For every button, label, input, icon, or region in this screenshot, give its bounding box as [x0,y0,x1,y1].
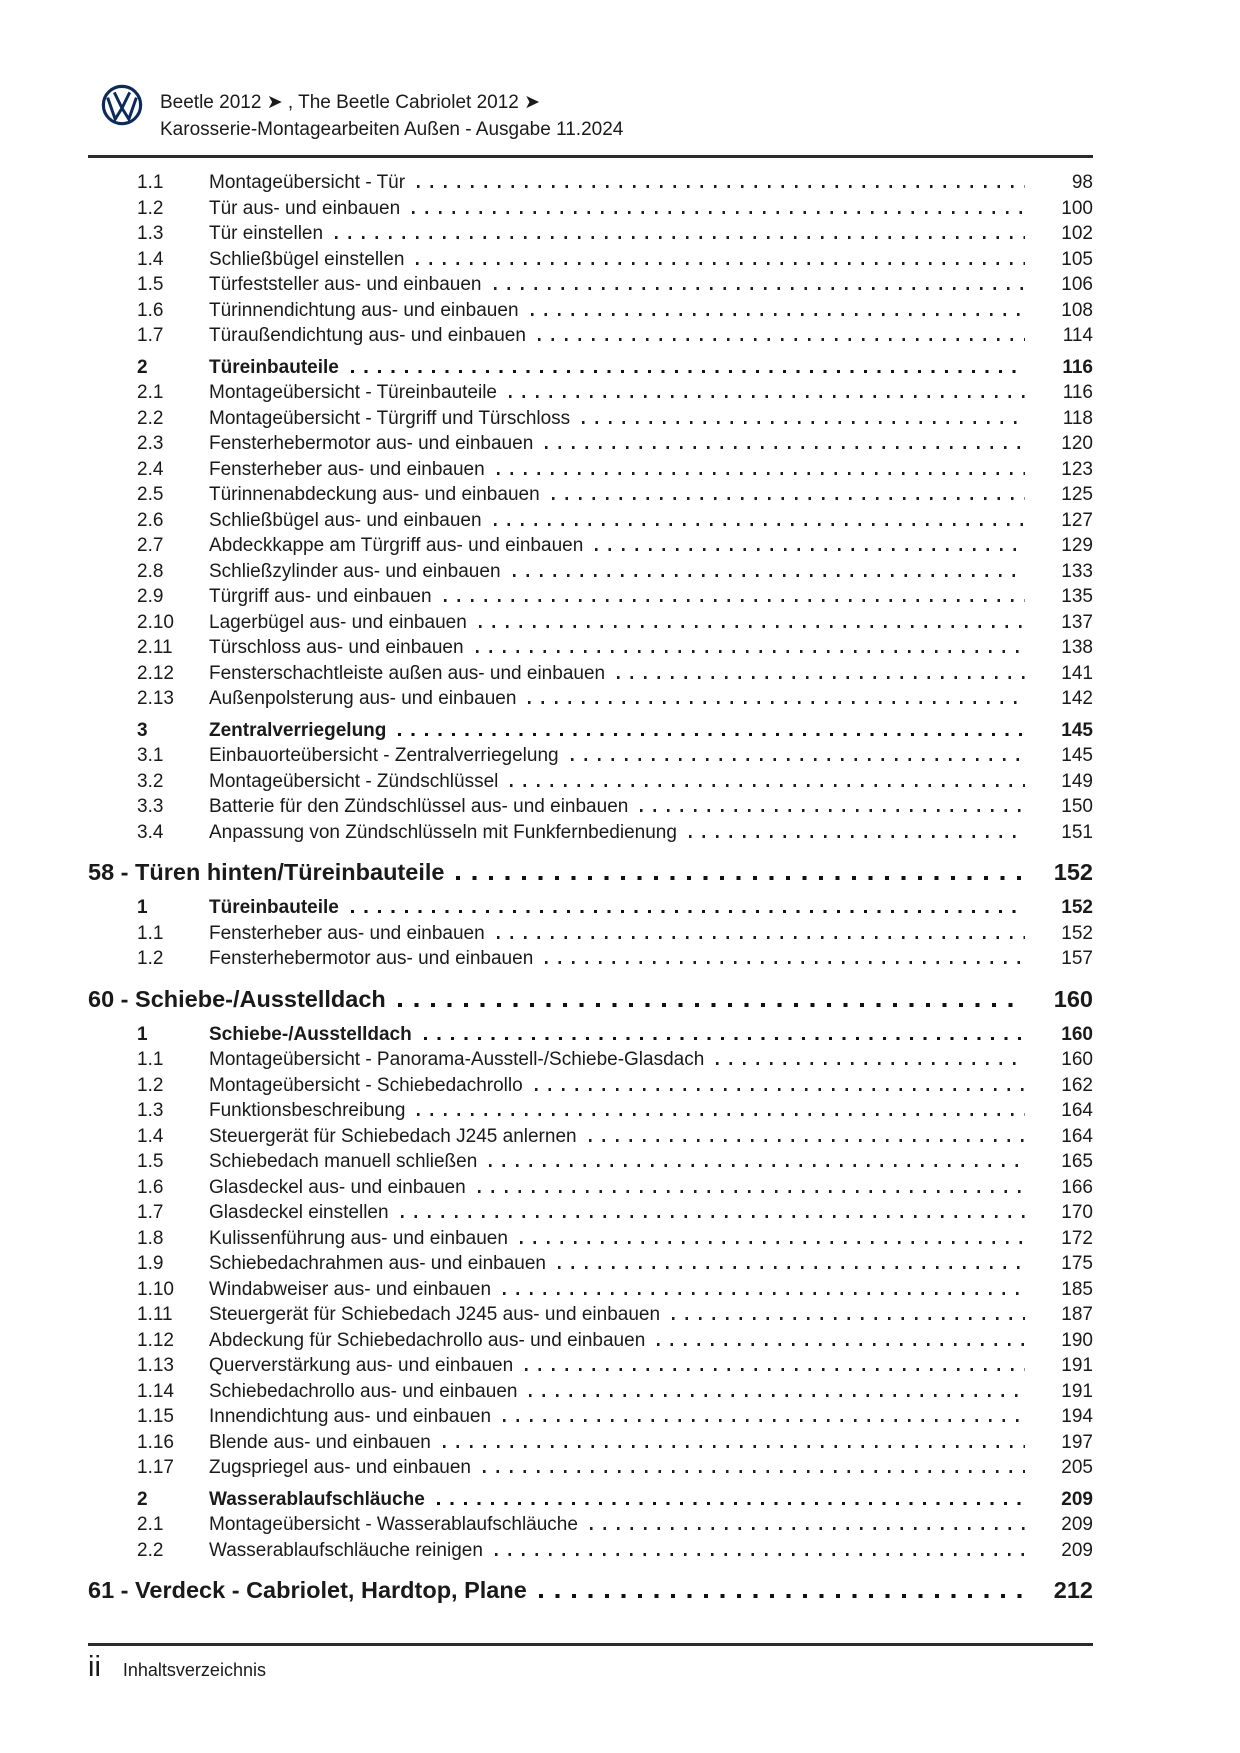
toc-entry-title: Schiebedachrahmen aus- und einbauen [209,1253,546,1274]
toc-entry-title: Türschloss aus- und einbauen [209,637,464,658]
dot-leader [571,758,1025,761]
dot-leader [483,1470,1025,1473]
dot-leader [552,497,1025,500]
toc-entry [88,1577,1093,1609]
dot-leader [424,1037,1025,1040]
toc-entry [88,720,1093,746]
toc-entry-title: Batterie für den Zündschlüssel aus- und einbauen [209,796,629,817]
toc-entry-page: 138 [1061,637,1093,658]
dot-leader [589,1139,1025,1142]
toc-entry [88,357,1093,383]
toc-entry-title: Wasserablaufschläuche reinigen [209,1539,483,1561]
dot-leader [529,1394,1025,1397]
toc-entry-title: Montageübersicht - Wasserablaufschläuche [209,1514,578,1535]
toc-entry [88,1457,1093,1483]
dot-leader [590,1527,1025,1530]
toc-entry [88,1100,1093,1126]
toc-entry-title: Kulissenführung aus- und einbauen [209,1227,508,1249]
toc-entry-number: 2.10 [137,611,174,633]
toc-entry [88,745,1093,771]
toc-entry-number: 1.7 [137,1202,164,1223]
toc-entry-number: 3.4 [137,821,164,843]
toc-entry-number: 1.2 [137,1074,164,1096]
toc-entry-title: Wasserablaufschläuche [209,1488,425,1510]
toc-entry-title: Zentralverriegelung [209,719,387,741]
toc-entry-page: 164 [1061,1125,1093,1147]
toc-entry-title: Schließzylinder aus- und einbauen [209,560,501,582]
toc-entry-number: 1.1 [137,922,164,944]
toc-entry-number: 1.16 [137,1431,174,1453]
toc-entry-page: 187 [1061,1304,1093,1325]
toc-entry-title: Querverstärkung aus- und einbauen [209,1355,514,1376]
dot-leader [595,548,1025,551]
dot-leader [443,1445,1025,1448]
toc-entry [88,1024,1093,1050]
toc-entry-number: 2.4 [137,458,164,480]
toc-entry-title: Steuergerät für Schiebedach J245 anlernen [209,1125,577,1147]
toc-entry-page: 164 [1061,1100,1093,1121]
toc-entry-page: 160 [1053,985,1093,1012]
toc-entry-number: 2.8 [137,560,164,582]
dot-leader [494,523,1025,526]
toc-entry-number: 1.3 [137,223,164,244]
toc-entry-page: 125 [1061,484,1093,505]
table-of-contents [88,172,1093,1615]
vw-logo-icon [101,84,143,126]
toc-entry [88,274,1093,300]
toc-entry-title: Tür aus- und einbauen [209,197,401,219]
toc-entry [88,1228,1093,1254]
dot-leader [398,733,1025,736]
toc-entry-title: Außenpolsterung aus- und einbauen [209,688,517,709]
toc-entry [88,612,1093,638]
dot-leader [494,287,1026,290]
toc-entry-number: 1.7 [137,325,164,346]
toc-entry [88,637,1093,663]
toc-entry [88,986,1093,1018]
toc-entry [88,459,1093,485]
toc-entry [88,1151,1093,1177]
header-edition-line: Karosserie-Montagearbeiten Außen - Ausgabe 11.2024 [160,119,624,140]
toc-entry [88,796,1093,822]
toc-entry [88,1540,1093,1566]
toc-entry-number: 1.6 [137,299,164,321]
toc-entry-page: 162 [1061,1074,1093,1096]
toc-entry-number: 1.11 [137,1304,173,1325]
toc-entry-number: 1.13 [137,1355,174,1376]
toc-entry-page: 150 [1061,796,1093,817]
dot-leader [437,1502,1025,1505]
toc-entry-title: Montageübersicht - Panorama-Ausstell-/Schiebe-Glasdach [209,1049,705,1070]
toc-entry-number: 1.4 [137,1125,164,1147]
toc-entry-number: 1.9 [137,1253,164,1274]
toc-entry-page: 120 [1061,433,1093,454]
dot-leader [417,1113,1025,1116]
folio-page-number: ii [88,1651,101,1683]
toc-entry-title: Türgriff aus- und einbauen [209,586,432,607]
toc-entry-number: 2.6 [137,509,164,531]
toc-entry-page: 170 [1061,1202,1093,1223]
dot-leader [444,599,1025,602]
toc-entry-title: Türeinbauteile [209,897,339,918]
toc-entry-number: 2.2 [137,1539,164,1561]
toc-entry-title: Lagerbügel aus- und einbauen [209,611,467,633]
toc-entry [88,859,1093,891]
dot-leader [535,1088,1025,1091]
toc-entry-number: 2.11 [137,637,173,658]
toc-entry-title: Türinnenabdeckung aus- und einbauen [209,484,540,505]
toc-entry-number: 1.12 [137,1329,174,1351]
toc-entry-title: Anpassung von Zündschlüsseln mit Funkfernbedienung [209,821,677,843]
toc-entry-page: 98 [1071,172,1093,193]
dot-leader [489,1164,1025,1167]
toc-entry-page: 142 [1061,688,1093,709]
toc-entry-title: Funktionsbeschreibung [209,1100,406,1121]
toc-entry-page: 133 [1061,560,1093,582]
toc-entry [88,484,1093,510]
toc-entry-title: Abdeckung für Schiebedachrollo aus- und einbauen [209,1329,646,1351]
toc-entry [88,923,1093,949]
toc-entry-title: Fensterhebermotor aus- und einbauen [209,433,534,454]
toc-entry [88,198,1093,224]
toc-entry-page: 212 [1053,1577,1093,1603]
toc-chapter-label: 61 - Verdeck - Cabriolet, Hardtop, Plane [88,1577,527,1603]
toc-entry [88,408,1093,434]
toc-entry [88,510,1093,536]
toc-entry-title: Schiebedachrollo aus- und einbauen [209,1380,518,1402]
toc-entry-title: Türeinbauteile [209,356,339,378]
toc-entry-page: 152 [1061,897,1093,918]
toc-entry-number: 1.14 [137,1380,174,1402]
toc-entry-number: 1.10 [137,1278,174,1300]
toc-entry [88,1406,1093,1432]
toc-entry-page: 105 [1061,248,1093,270]
dot-leader [657,1343,1025,1346]
toc-entry [88,223,1093,249]
dot-leader [412,211,1025,214]
dot-leader [503,1292,1025,1295]
dot-leader [617,676,1025,679]
dot-leader [539,1594,1025,1598]
toc-entry [88,688,1093,714]
toc-entry-page: 127 [1061,509,1093,531]
toc-entry-title: Zugspriegel aus- und einbauen [209,1457,471,1478]
dot-leader [335,236,1025,239]
toc-entry-page: 149 [1061,770,1093,792]
toc-entry-page: 145 [1061,719,1093,741]
toc-entry-page: 166 [1061,1176,1093,1198]
dot-leader [478,1190,1025,1193]
dot-leader [689,835,1025,838]
toc-entry-page: 106 [1061,274,1093,295]
toc-entry-title: Steuergerät für Schiebedach J245 aus- und einbauen [209,1304,661,1325]
toc-entry [88,1126,1093,1152]
toc-entry-page: 191 [1061,1355,1093,1376]
toc-entry [88,1253,1093,1279]
toc-entry-page: 116 [1062,382,1093,403]
toc-entry-page: 152 [1061,922,1093,944]
dot-leader [513,574,1025,577]
footer-divider [88,1643,1093,1646]
toc-entry-number: 1.8 [137,1227,164,1249]
dot-leader [479,625,1025,628]
toc-entry-number: 2.7 [137,535,164,556]
toc-entry-number: 2 [137,1488,148,1510]
toc-entry-title: Einbauorteübersicht - Zentralverriegelung [209,745,559,766]
toc-entry-title: Blende aus- und einbauen [209,1431,431,1453]
dot-leader [417,185,1025,188]
dot-leader [495,1553,1025,1556]
dot-leader [351,370,1025,373]
toc-entry [88,535,1093,561]
toc-entry-page: 160 [1061,1049,1093,1070]
toc-entry [88,1202,1093,1228]
toc-entry-title: Glasdeckel aus- und einbauen [209,1176,466,1198]
dot-leader [503,1419,1025,1422]
toc-entry [88,1049,1093,1075]
toc-entry [88,1075,1093,1101]
toc-entry-page: 129 [1061,535,1093,556]
toc-entry-page: 151 [1061,821,1093,843]
toc-entry-number: 1.3 [137,1100,164,1121]
toc-entry-page: 205 [1061,1457,1093,1478]
toc-entry-title: Montageübersicht - Tür [209,172,406,193]
toc-entry-title: Fensterhebermotor aus- und einbauen [209,948,534,969]
toc-entry-page: 172 [1061,1227,1093,1249]
toc-entry-number: 2.2 [137,407,164,429]
toc-entry-page: 135 [1061,586,1093,607]
toc-entry-title: Montageübersicht - Türgriff und Türschloss [209,407,571,429]
toc-entry [88,249,1093,275]
toc-entry-page: 118 [1062,407,1093,429]
dot-leader [351,910,1025,913]
toc-entry-number: 1.1 [137,172,164,193]
toc-entry-page: 145 [1061,745,1093,766]
toc-entry [88,1432,1093,1458]
toc-entry [88,771,1093,797]
toc-entry [88,1330,1093,1356]
toc-entry-page: 197 [1061,1431,1093,1453]
toc-entry [88,822,1093,848]
toc-entry-page: 165 [1061,1151,1093,1172]
dot-leader [456,876,1025,880]
toc-entry [88,1304,1093,1330]
toc-entry-page: 185 [1061,1278,1093,1300]
toc-entry-number: 2 [137,356,148,378]
toc-entry-number: 1 [137,897,148,918]
toc-entry [88,1279,1093,1305]
dot-leader [582,421,1025,424]
toc-entry [88,663,1093,689]
toc-entry [88,561,1093,587]
toc-entry [88,586,1093,612]
toc-entry-number: 3.2 [137,770,164,792]
header-model-line: Beetle 2012 ➤ , The Beetle Cabriolet 2012 ➤ [160,92,541,113]
toc-chapter-label: 60 - Schiebe-/Ausstelldach [88,985,386,1012]
dot-leader [476,650,1025,653]
toc-entry-title: Montageübersicht - Zündschlüssel [209,770,499,792]
dot-leader [545,446,1025,449]
toc-entry-page: 114 [1062,325,1093,346]
toc-entry-title: Montageübersicht - Schiebedachrollo [209,1074,523,1096]
toc-entry-number: 1.15 [137,1406,174,1427]
toc-entry-number: 2.1 [137,382,164,403]
toc-entry-page: 209 [1061,1514,1093,1535]
dot-leader [525,1368,1025,1371]
toc-entry-title: Fensterschachtleiste außen aus- und einbauen [209,662,606,684]
toc-entry-number: 3.3 [137,796,164,817]
dot-leader [558,1266,1025,1269]
toc-entry [88,382,1093,408]
dot-leader [509,395,1025,398]
toc-entry-title: Türinnendichtung aus- und einbauen [209,299,519,321]
toc-entry-page: 209 [1061,1488,1093,1510]
toc-entry-title: Schiebe-/Ausstelldach [209,1023,412,1045]
toc-entry-number: 1.2 [137,948,164,969]
toc-entry-number: 2.9 [137,586,164,607]
toc-entry-title: Windabweiser aus- und einbauen [209,1278,492,1300]
dot-leader [538,338,1025,341]
toc-entry-title: Schiebedach manuell schließen [209,1151,478,1172]
toc-entry-number: 1.17 [137,1457,174,1478]
toc-entry [88,300,1093,326]
toc-entry-page: 141 [1061,662,1093,684]
toc-entry-page: 123 [1061,458,1093,480]
toc-entry-number: 1.1 [137,1049,164,1070]
page-footer [88,1650,1093,1684]
toc-entry [88,897,1093,923]
dot-leader [497,936,1025,939]
toc-entry-number: 3.1 [137,745,164,766]
header-divider [88,155,1093,158]
dot-leader [416,262,1025,265]
footer-title: Inhaltsverzeichnis [122,1660,266,1680]
toc-entry-page: 100 [1061,197,1093,219]
dot-leader [531,313,1025,316]
toc-entry-page: 108 [1061,299,1093,321]
toc-entry [88,1381,1093,1407]
dot-leader [528,701,1025,704]
toc-entry [88,1489,1093,1515]
toc-entry-number: 1.2 [137,197,164,219]
toc-entry [88,1177,1093,1203]
toc-entry-page: 152 [1053,859,1093,885]
dot-leader [640,809,1025,812]
toc-entry-number: 3 [137,719,148,741]
toc-entry-page: 175 [1061,1253,1093,1274]
toc-entry-number: 1.4 [137,248,164,270]
toc-entry-title: Abdeckkappe am Türgriff aus- und einbauen [209,535,584,556]
toc-entry-page: 157 [1061,948,1093,969]
toc-entry-title: Türaußendichtung aus- und einbauen [209,325,526,346]
dot-leader [545,961,1025,964]
toc-entry-page: 102 [1061,223,1093,244]
toc-entry-number: 2.13 [137,688,174,709]
toc-entry-title: Türfeststeller aus- und einbauen [209,274,482,295]
toc-entry-page: 191 [1061,1380,1093,1402]
toc-entry [88,1355,1093,1381]
toc-entry [88,325,1093,351]
toc-entry-title: Fensterheber aus- und einbauen [209,458,485,480]
toc-chapter-label: 58 - Türen hinten/Türeinbauteile [88,859,445,885]
toc-entry-number: 2.12 [137,662,174,684]
toc-entry [88,948,1093,974]
toc-entry-page: 190 [1061,1329,1093,1351]
toc-entry-title: Fensterheber aus- und einbauen [209,922,485,944]
toc-entry [88,433,1093,459]
toc-entry-page: 116 [1062,356,1093,378]
toc-entry-title: Tür einstellen [209,223,324,244]
dot-leader [401,1215,1025,1218]
toc-entry [88,172,1093,198]
dot-leader [520,1241,1025,1244]
toc-entry-page: 209 [1061,1539,1093,1561]
toc-entry-number: 1.5 [137,274,164,295]
dot-leader [716,1062,1025,1065]
toc-entry-title: Glasdeckel einstellen [209,1202,389,1223]
toc-entry-number: 1.5 [137,1151,164,1172]
dot-leader [510,784,1025,787]
dot-leader [398,1003,1025,1007]
toc-entry-number: 2.1 [137,1514,164,1535]
toc-entry-number: 2.3 [137,433,164,454]
dot-leader [672,1317,1025,1320]
toc-entry [88,1514,1093,1540]
toc-entry-number: 1 [137,1023,148,1045]
toc-entry-title: Montageübersicht - Türeinbauteile [209,382,497,403]
toc-entry-page: 160 [1061,1023,1093,1045]
toc-entry-title: Innendichtung aus- und einbauen [209,1406,492,1427]
toc-entry-page: 137 [1061,611,1093,633]
toc-entry-number: 1.6 [137,1176,164,1198]
toc-entry-title: Schließbügel aus- und einbauen [209,509,482,531]
toc-entry-number: 2.5 [137,484,164,505]
dot-leader [497,472,1025,475]
toc-entry-page: 194 [1061,1406,1093,1427]
toc-entry-title: Schließbügel einstellen [209,248,405,270]
